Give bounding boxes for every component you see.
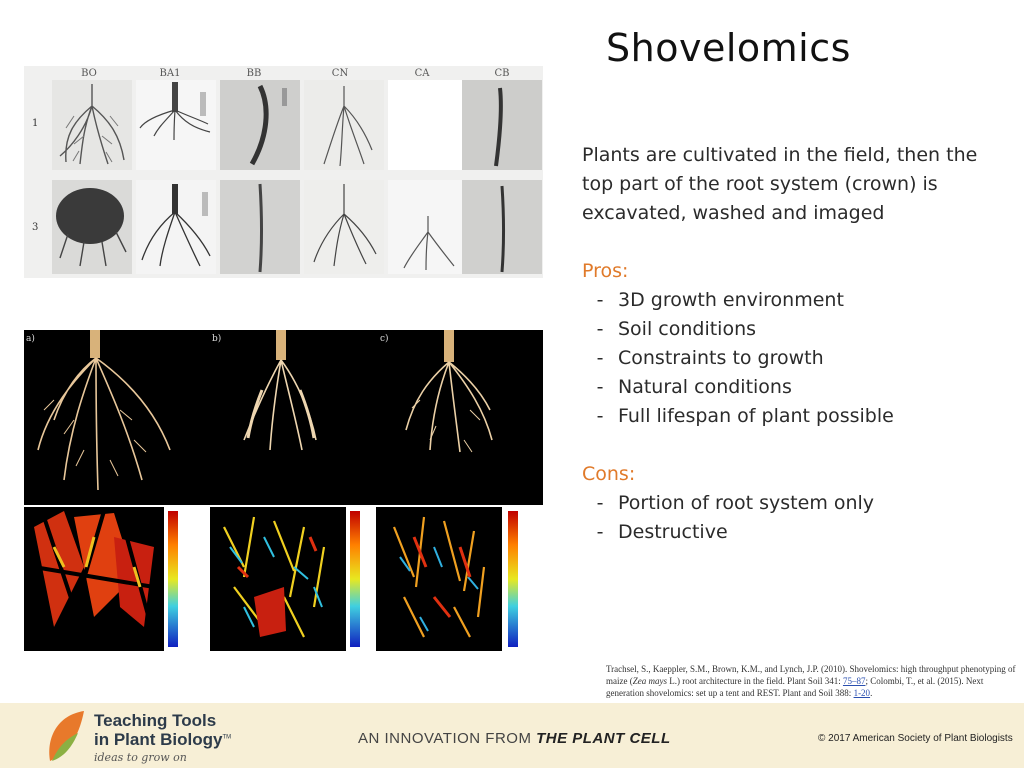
root-crown-grid-figure [24, 66, 543, 278]
root-crown-color-figure [24, 330, 543, 505]
list-item [582, 286, 1002, 315]
pros-heading: Pros: [582, 260, 629, 282]
cons-heading: Cons: [582, 463, 636, 485]
column-label: CA [414, 68, 430, 79]
pros-item: Constraints to growth [618, 347, 824, 369]
list-item [582, 344, 1002, 373]
heatmap-panel [376, 507, 502, 651]
copyright-notice: © 2017 American Society of Plant Biologists [818, 733, 1013, 744]
panel-label: c) [380, 334, 389, 344]
citation-text: ; Colombi, T., et al. (2015). Next generation shovelomics: set up a tent and REST. Plant and Soil 388: [606, 676, 984, 698]
intro-paragraph: Plants are cultivated in the field, then the top part of the root system (crown) is excavated, washed and imaged [582, 144, 978, 224]
citation [606, 663, 1020, 699]
leaf-logo-icon [44, 707, 90, 765]
root-crown-photos [24, 66, 543, 278]
citation-link[interactable]: 75–87 [842, 676, 866, 686]
root-crown-photo [52, 180, 132, 274]
root-crown-photo [304, 80, 384, 170]
innovation-prefix: AN INNOVATION FROM [358, 730, 537, 747]
root-heatmap-images [24, 507, 543, 651]
pros-item: Soil conditions [618, 318, 757, 340]
root-crown-photo [388, 80, 468, 170]
list-item [582, 315, 1002, 344]
root-crown-photo [38, 330, 170, 490]
citation-text: . [870, 688, 873, 698]
pros-list [582, 286, 1002, 431]
slide-title: Shovelomics [606, 26, 851, 70]
list-item [582, 489, 1002, 518]
root-crown-photo [388, 180, 468, 274]
bullet-dash: - [596, 521, 604, 543]
slide-body [582, 141, 1002, 576]
root-heatmap-figure [24, 507, 543, 651]
logo-text-line2-label: in Plant Biology [94, 730, 223, 749]
citation-link[interactable]: 1-20 [853, 688, 871, 698]
root-crown-photo [136, 80, 216, 170]
row-label: 1 [32, 118, 39, 129]
root-crown-photo [462, 80, 542, 170]
pros-item: Natural conditions [618, 376, 792, 398]
column-label: BB [246, 68, 262, 79]
innovation-text [358, 730, 671, 747]
innovation-brand: THE PLANT CELL [536, 730, 671, 747]
pros-item: 3D growth environment [618, 289, 844, 311]
root-crown-photo [136, 180, 216, 274]
cons-item: Portion of root system only [618, 492, 875, 514]
bullet-dash: - [596, 347, 604, 369]
citation-text: L.) root architecture in the field. Plant Soil 341: [666, 676, 843, 686]
citation-text: Trachsel, S., Kaeppler, S.M., Brown, K.M., and Lynch, J.P. (2010). Shovelomics: high throughput phenotyping of maize ( [606, 664, 1016, 686]
root-crown-photo [220, 80, 300, 170]
cons-list [582, 489, 1002, 547]
root-crown-photo [406, 330, 492, 452]
citation-species: Zea mays [632, 676, 667, 686]
bullet-dash: - [596, 492, 604, 514]
trademark-mark: TM [222, 734, 232, 741]
row-label: 3 [32, 222, 39, 233]
column-label: CB [494, 68, 510, 79]
root-crown-photo [52, 80, 132, 170]
bullet-dash: - [596, 318, 604, 340]
logo-tagline: ideas to grow on [94, 751, 187, 764]
root-crown-photo [220, 180, 300, 274]
column-label: BA1 [159, 68, 181, 79]
root-crown-photo [244, 330, 316, 450]
column-label: BO [81, 68, 97, 79]
pros-item: Full lifespan of plant possible [618, 405, 894, 427]
bullet-dash: - [596, 289, 604, 311]
panel-label: b) [212, 334, 222, 344]
root-crown-photo [304, 180, 384, 274]
column-label: CN [331, 68, 349, 79]
bullet-dash: - [596, 376, 604, 398]
heatmap-panel [210, 507, 346, 651]
root-crown-color-photos [24, 330, 543, 505]
heatmap-panel [24, 507, 164, 651]
list-item [582, 402, 1002, 431]
list-item [582, 518, 1002, 547]
colorbar [508, 511, 518, 647]
list-item [582, 373, 1002, 402]
panel-label: a) [26, 334, 35, 344]
colorbar [350, 511, 360, 647]
logo-text-line1: Teaching Tools [94, 711, 217, 730]
cons-item: Destructive [618, 521, 728, 543]
footer-bar [0, 703, 1024, 768]
root-crown-photo [462, 180, 542, 274]
bullet-dash: - [596, 405, 604, 427]
colorbar [168, 511, 178, 647]
logo-text-line2 [94, 730, 231, 750]
